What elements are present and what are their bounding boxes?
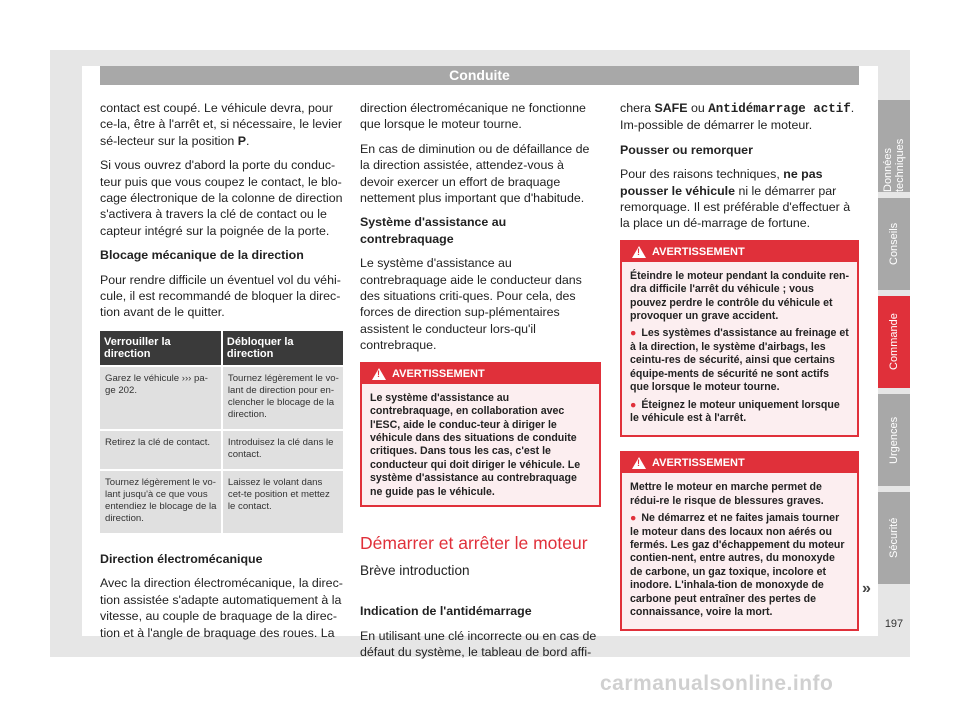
table-row xyxy=(100,366,343,430)
table-header: Débloquer la direction xyxy=(222,331,343,366)
tab-urgences[interactable]: Urgences xyxy=(878,394,910,486)
paragraph: Le système d'assistance au contrebraquage aide le conducteur dans des situations criti-ques. Pour cela, des forces de direction sup-plémentaires assistent le conducteur lors-qu'il contrebraque. xyxy=(360,256,582,353)
table-cell: Tournez légèrement le vo-lant jusqu'à ce que vous entendiez le blocage de la direction. xyxy=(100,470,222,533)
warning-box xyxy=(620,240,859,437)
table-cell: Introduisez la clé dans le contact. xyxy=(222,430,343,470)
warning-box xyxy=(620,451,859,631)
tab-commande[interactable]: Commande xyxy=(878,296,910,388)
warning-header: ! AVERTISSEMENT xyxy=(622,242,857,262)
list-item: ● Les systèmes d'assistance au freinage et à la direction, le système d'airbags, les ceintu-res de sécurité, ainsi que certains équipe-ments de sécurité ne sont actifs que lorsque le moteur tourne. xyxy=(630,327,849,394)
warning-header: ! AVERTISSEMENT xyxy=(622,453,857,473)
table-cell: Tournez légèrement le vo-lant de direction pour en-clencher le blocage de la direction. xyxy=(222,366,343,430)
subheading: Direction électromécanique xyxy=(100,551,263,566)
table-cell: Retirez la clé de contact. xyxy=(100,430,222,470)
subheading: Système d'assistance au contrebraquage xyxy=(360,215,507,246)
tab-conseils[interactable]: Conseils xyxy=(878,198,910,290)
column-3 xyxy=(620,100,859,645)
chapter-header: Conduite xyxy=(100,66,859,85)
paragraph: chera SAFE ou Antidémarrage actif. Im-possible de démarrer le moteur. xyxy=(620,101,855,133)
warning-icon: ! xyxy=(372,368,386,380)
safe-symbol: SAFE xyxy=(654,101,688,115)
table-row xyxy=(100,430,343,470)
subheading: Blocage mécanique de la direction xyxy=(100,248,304,263)
paragraph: Pour rendre difficile un éventuel vol du véhi-cule, il est recommandé de bloquer la direc-tion avant de le quitter. xyxy=(100,272,341,320)
column-2 xyxy=(360,100,601,669)
paragraph: Avec la direction électromécanique, la direc-tion assistée s'adapte automatiquement à la vitesse, au couple de braquage de la direc-tion et à l'angle de braquage des roues. La xyxy=(100,576,343,640)
warning-box xyxy=(360,362,601,507)
warning-text: Éteindre le moteur pendant la conduite ren-dra difficile l'arrêt du véhicule ; vous pouvez perdre le contrôle du véhicule et provoquer un grave accident. ● Les systèmes d'assistance au freinage et à la direction, le système d'airbags, les ceintu-res de sécurité, ainsi que certains équipe-ments de sécurité ne sont actifs que lorsque le moteur tourne. ● Éteignez le moteur uniquement lorsque le véhicule est à l'arrêt. xyxy=(630,269,849,424)
paragraph: Si vous ouvrez d'abord la porte du conduc-teur puis que vous coupez le contact, le blo-cage électronique de la colonne de direction s'activera à travers la clé de contact ou le capteur intégré sur la poignée de la porte. xyxy=(100,158,343,238)
subheading: Pousser ou remorquer xyxy=(620,142,753,157)
watermark: carmanualsonline.info xyxy=(600,672,834,695)
table-cell: Garez le véhicule ››› pa-ge 202. xyxy=(100,366,222,430)
warning-text: Mettre le moteur en marche permet de rédui-re le risque de blessures graves. ● Ne démarrez et ne faites jamais tourner le moteur dans des locaux non aérés ou fermés. Les gaz d'échappement du moteur contien-nent, entre autres, du monoxyde de carbone, un gaz toxique, incolore et inodore. L'inhala-tion de monoxyde de carbone peut entraîner des pertes de connaissance, voire la mort. xyxy=(622,473,857,629)
paragraph: En utilisant une clé incorrecte ou en cas de défaut du système, le tableau de bord affi- xyxy=(360,628,597,660)
table-cell: Laissez le volant dans cet-te position et mettez le contact. xyxy=(222,470,343,533)
column-1 xyxy=(100,100,343,649)
paragraph: contact est coupé. Le véhicule devra, pour ce-la, être à l'arrêt et, si nécessaire, le levier sé-lecteur sur la position P. xyxy=(100,101,343,148)
page-number: 197 xyxy=(884,618,904,630)
steering-lock-table xyxy=(100,331,343,533)
paragraph: direction électromécanique ne fonctionne que lorsque le moteur tourne. xyxy=(360,101,586,132)
warning-icon: ! xyxy=(632,457,646,469)
paragraph: Pour des raisons techniques, ne pas pousser le véhicule ni le démarrer par remorquage. Il est préférable d'effectuer à la place un dé-marrage de fortune. xyxy=(620,167,851,231)
tab-donnees-techniques[interactable]: Données techniques xyxy=(878,100,910,192)
section-subtitle: Brève introduction xyxy=(360,562,470,578)
warning-text: Le système d'assistance au contrebraquage, en collaboration avec l'ESC, aide le conduc-teur à diriger le véhicule dans des situations de conduite critiques. Dans tous les cas, c'est le conducteur qui doit diriger le véhicule. Le système d'assistance au contrebraquage ne guide pas le véhicule. xyxy=(370,391,581,498)
section-title: Démarrer et arrêter le moteur xyxy=(360,532,588,553)
list-item: ● Éteignez le moteur uniquement lorsque le véhicule est à l'arrêt. xyxy=(630,398,840,424)
continue-marker: » xyxy=(862,580,871,597)
subheading: Indication de l'antidémarrage xyxy=(360,604,532,619)
list-item: ● Ne démarrez et ne faites jamais tourner le moteur dans des locaux non aérés ou fermés. Les gaz d'échappement du moteur contien-nent, entre autres, du monoxyde de carbone, un gaz toxique, incolore et inodore. L'inhala-tion de monoxyde de carbone peut entraîner des pertes de connaissance, voire la mort. xyxy=(630,512,845,618)
table-header: Verrouiller la direction xyxy=(100,331,222,366)
tab-securite[interactable]: Sécurité xyxy=(878,492,910,584)
warning-icon: ! xyxy=(632,246,646,258)
warning-header: ! AVERTISSEMENT xyxy=(362,364,599,384)
paragraph: En cas de diminution ou de défaillance de la direction assistée, attendez-vous à devoir exercer un effort de braquage nettement plus important que d'habitude. xyxy=(360,141,590,206)
table-row xyxy=(100,470,343,533)
